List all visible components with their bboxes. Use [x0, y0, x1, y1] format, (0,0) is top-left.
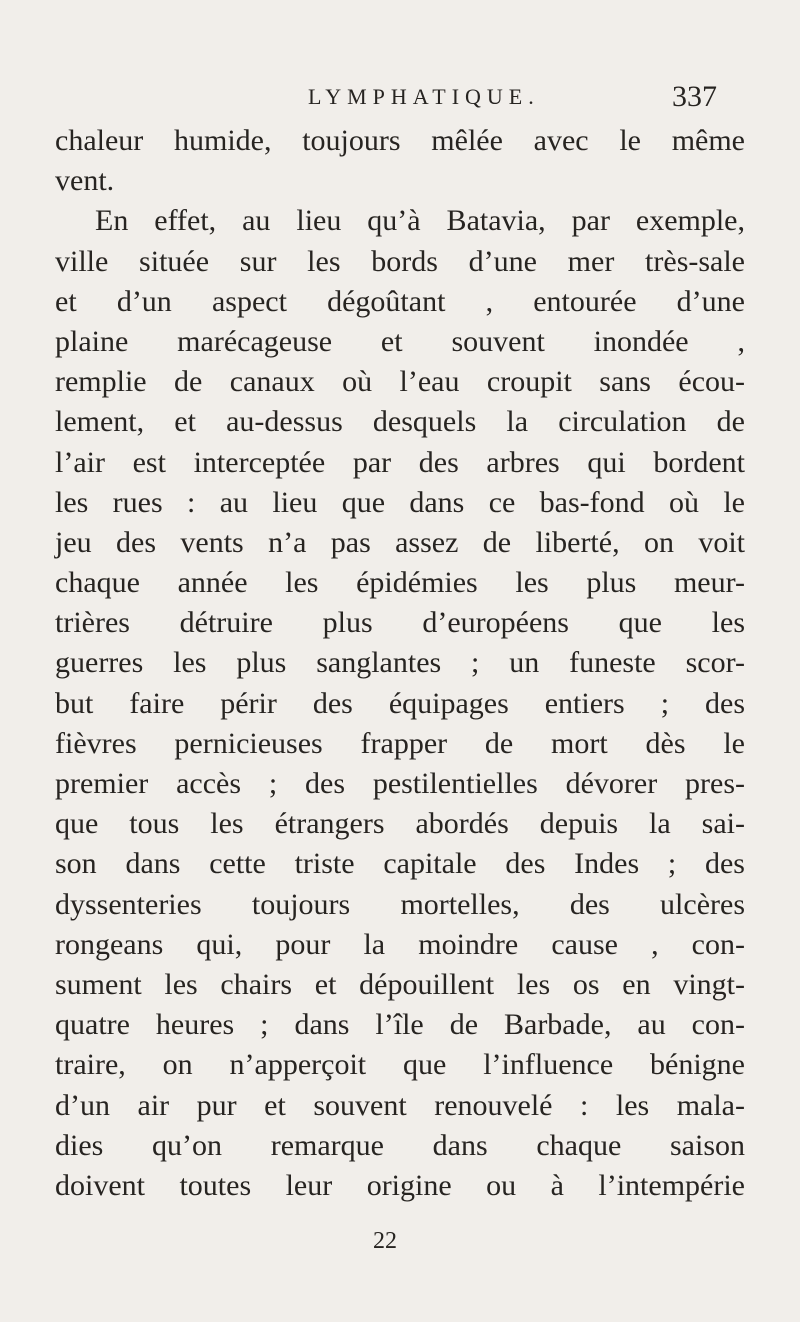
text-line: sument les chairs et dépouillent les os en vingt- [55, 967, 745, 1001]
text-line: d’un air pur et souvent renouvelé : les mala- [55, 1088, 745, 1122]
text-line: remplie de canaux où l’eau croupit sans écou- [55, 365, 745, 399]
text-line: rongeans qui, pour la moindre cause , con- [55, 927, 745, 961]
text-line: fièvres pernicieuses frapper de mort dès le [55, 726, 745, 760]
text-line: chaleur humide, toujours mêlée avec le même [55, 124, 745, 157]
text-line: plaine marécageuse et souvent inondée , [55, 324, 745, 358]
running-head: LYMPHATIQUE. [308, 84, 540, 109]
text-line: trières détruire plus d’européens que les [55, 606, 745, 640]
text-line: dyssenteries toujours mortelles, des ulcères [55, 887, 745, 921]
text-line: les rues : au lieu que dans ce bas-fond où le [55, 485, 745, 519]
text-line: traire, on n’apperçoit que l’influence bénigne [55, 1048, 745, 1082]
text-line: doivent toutes leur origine ou à l’intempérie [55, 1168, 745, 1202]
text-line: que tous les étrangers abordés depuis la sai- [55, 807, 745, 841]
page-number: 337 [672, 80, 717, 113]
text-line: but faire périr des équipages entiers ; des [55, 686, 745, 720]
text-line: chaque année les épidémies les plus meur- [55, 566, 745, 600]
text-line: guerres les plus sanglantes ; un funeste scor- [55, 646, 745, 680]
text-line: vent. [55, 164, 115, 198]
text-line: jeu des vents n’a pas assez de liberté, on voit [55, 525, 745, 559]
text-line: l’air est interceptée par des arbres qui bordent [55, 445, 745, 479]
text-line: quatre heures ; dans l’île de Barbade, au con- [55, 1008, 745, 1042]
text-line: ville située sur les bords d’une mer très-sale [55, 244, 745, 278]
text-line: et d’un aspect dégoûtant , entourée d’une [55, 284, 745, 318]
text-line: dies qu’on remarque dans chaque saison [55, 1128, 745, 1162]
body-text [55, 121, 745, 1206]
text-line: son dans cette triste capitale des Indes ; des [55, 847, 745, 881]
text-line: premier accès ; des pestilentielles dévorer pres- [55, 767, 745, 800]
signature-mark: 22 [373, 1228, 397, 1254]
text-line: lement, et au-dessus desquels la circulation de [55, 405, 745, 439]
text-line: En effet, au lieu qu’à Batavia, par exemple, [95, 204, 745, 238]
